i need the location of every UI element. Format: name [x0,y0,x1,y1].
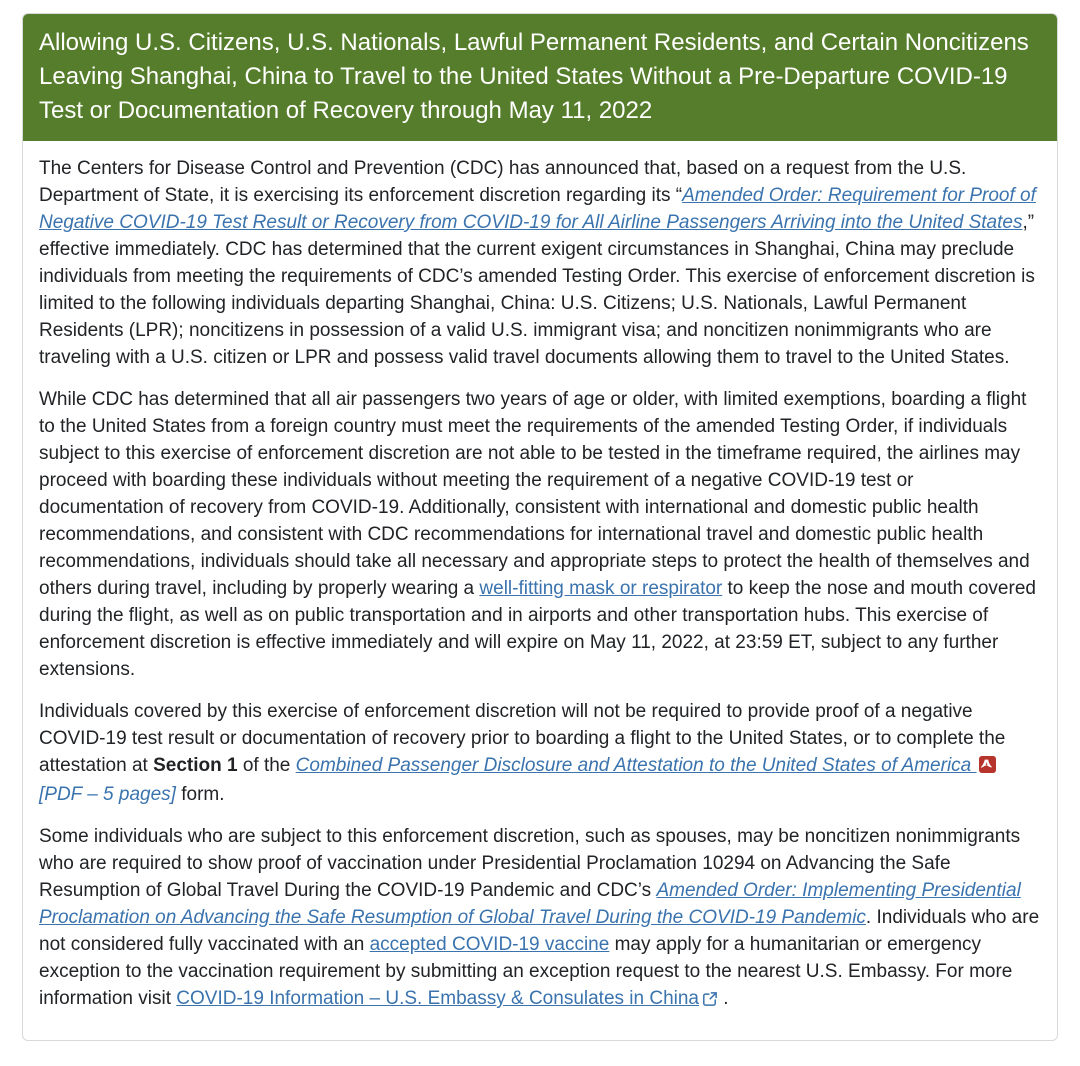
implementing-proclamation-link[interactable]: Amended Order: Implementing Presidential Proclamation on Advancing the Safe Resumption of Global Travel During the COVID-19 Pandemic [39,880,1021,928]
attestation-form-link[interactable]: Combined Passenger Disclosure and Attestation to the United States of America [295,755,977,776]
paragraph [39,155,1041,371]
text-run: of the [237,755,296,776]
title-banner [23,14,1057,141]
pdf-icon[interactable] [977,754,998,781]
external-link-icon[interactable] [699,987,718,1014]
pdf-pages-note[interactable]: [PDF – 5 pages] [39,784,176,805]
embassy-china-link[interactable]: COVID-19 Information – U.S. Embassy & Consulates in China [176,988,700,1009]
text-run: While CDC has determined that all air passengers two years of age or older, with limited exemptions, boarding a flight to the United States from a foreign country must meet the requirements of the amended Testing Order, if individuals subject to this exercise of enforcement discretion are not able to be tested in the timeframe required, the airlines may proceed with boarding these individuals without meeting the requirement of a negative COVID-19 test or documentation of recovery from COVID-19. Additionally, consistent with international and domestic public health recommendations, and consistent with CDC recommendations for international travel and domestic public health recommendations, individuals should take all necessary and appropriate steps to protect the health of themselves and others during travel, including by properly wearing a [39,389,1030,599]
text-run: Some individuals who are subject to this enforcement discretion, such as spouses, may be noncitizen nonimmigrants who are required to show proof of vaccination under Presidential Proclamation 10294 on Advancing the Safe Resumption of Global Travel During the COVID-19 Pandemic and CDC’s [39,826,1021,901]
paragraph [39,823,1041,1014]
text-run: ,” effective immediately. CDC has determined that the current exigent circumstances in Shanghai, China may preclude individuals from meeting the requirements of CDC’s amended Testing Order. This exercise of enforcement discretion is limited to the following individuals departing Shanghai, China: U.S. Citizens; U.S. Nationals, Lawful Permanent Residents (LPR); noncitizens in possession of a valid U.S. immigrant visa; and noncitizen nonimmigrants who are traveling with a U.S. citizen or LPR and possess valid travel documents allowing them to travel to the United States. [39,212,1035,368]
document-card [22,13,1058,1041]
paragraph [39,698,1041,808]
mask-link[interactable]: well-fitting mask or respirator [479,578,723,599]
text-run: form. [175,784,225,805]
page-title: Allowing U.S. Citizens, U.S. Nationals, Lawful Permanent Residents, and Certain Noncitizens Leaving Shanghai, China to Travel to the United States Without a Pre-Departure COVID-19 Test or Documentation of Recovery through May 11, 2022 [39,29,1029,124]
text-run: . Individuals who are not considered fully vaccinated with an [39,907,1040,955]
article-body [23,141,1057,1040]
amended-testing-order-link[interactable]: Amended Order: Requirement for Proof of Negative COVID-19 Test Result or Recovery from COVID-19 for All Airline Passengers Arriving into the United States [39,185,1036,233]
text-run: may apply for a humanitarian or emergency exception to the vaccination requirement by submitting an exception request to the nearest U.S. Embassy. For more information visit [39,934,1013,1009]
text-run: . [718,988,729,1009]
text-run: The Centers for Disease Control and Prevention (CDC) has announced that, based on a request from the U.S. Department of State, it is exercising its enforcement discretion regarding its “ [39,158,967,206]
paragraph [39,386,1041,683]
text-run: to keep the nose and mouth covered during the flight, as well as on public transportation and in airports and other transportation hubs. This exercise of enforcement discretion is effective immediately and will expire on May 11, 2022, at 23:59 ET, subject to any further extensions. [39,578,1036,680]
accepted-vaccine-link[interactable]: accepted COVID-19 vaccine [369,934,610,955]
text-run: Individuals covered by this exercise of enforcement discretion will not be required to provide proof of a negative COVID-19 test result or documentation of recovery prior to boarding a flight to the United States, or to complete the attestation at [39,701,1006,776]
section-1-label: Section 1 [153,755,238,776]
